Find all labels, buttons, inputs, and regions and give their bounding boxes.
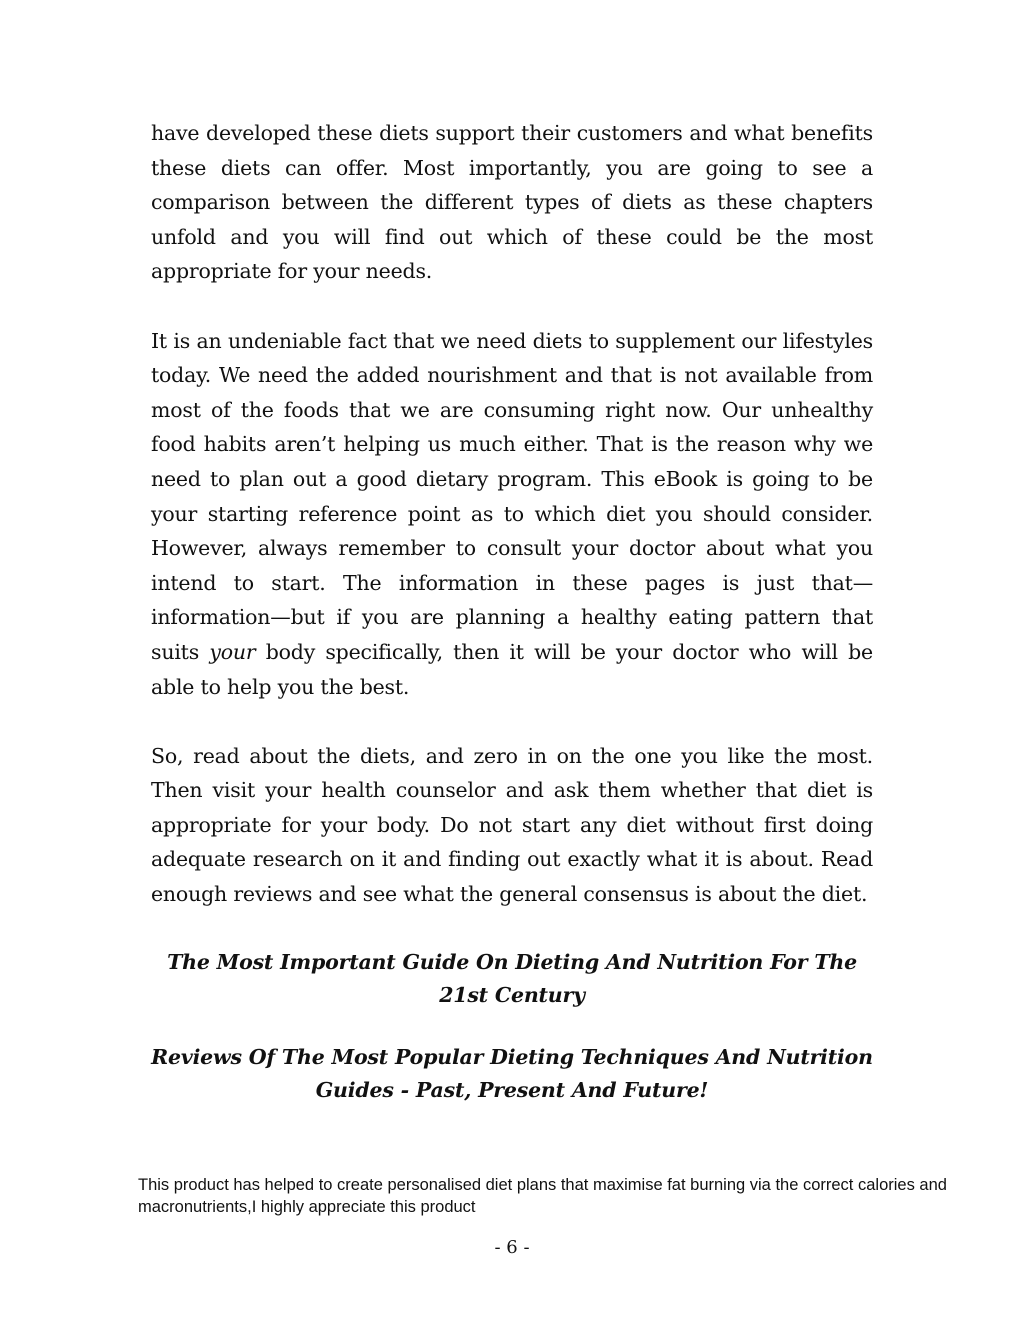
page-number: - 6 - bbox=[494, 1237, 530, 1258]
paragraph-2-text-after-emphasis: body specifically, then it will be your doctor who will be able to help you the best. bbox=[151, 639, 873, 699]
promo-heading-guide: The Most Important Guide On Dieting And Nutrition For The 21st Century bbox=[167, 950, 857, 1007]
body-paragraph-2 bbox=[151, 324, 873, 705]
page-body bbox=[151, 116, 873, 1106]
body-paragraph-3: So, read about the diets, and zero in on the one you like the most. Then visit your health counselor and ask them whether that diet is appropriate for your body. Do not start any diet without first doing adequate research on it and finding out exactly what it is about. Read enough reviews and see what the general consensus is about the diet. bbox=[151, 743, 873, 907]
emphasized-word: your bbox=[209, 639, 256, 664]
body-paragraph-1: have developed these diets support their customers and what benefits these diets can offer. Most importantly, you are going to see a comparison between the different types of diets as these chapters unfold and you will find out which of these could be the most appropriate for your needs. bbox=[151, 121, 873, 284]
footer-note: This product has helped to create personalised diet plans that maximise fat burning via the correct calories and macronutrients,I highly appreciate this product bbox=[138, 1176, 947, 1216]
promo-heading-reviews: Reviews Of The Most Popular Dieting Techniques And Nutrition Guides - Past, Present And Future! bbox=[151, 1045, 873, 1102]
paragraph-2-text-before-emphasis: It is an undeniable fact that we need diets to supplement our lifestyles today. We need the added nourishment and that is not available from most of the foods that we are consuming right now. Our unhealthy food habits aren’t helping us much either. That is the reason why we need to plan out a good dietary program. This eBook is going to be your starting reference point as to which diet you should consider. However, always remember to consult your doctor about what you intend to start. The information in these pages is just that—information—but if you are planning a healthy eating pattern that suits bbox=[151, 328, 873, 664]
